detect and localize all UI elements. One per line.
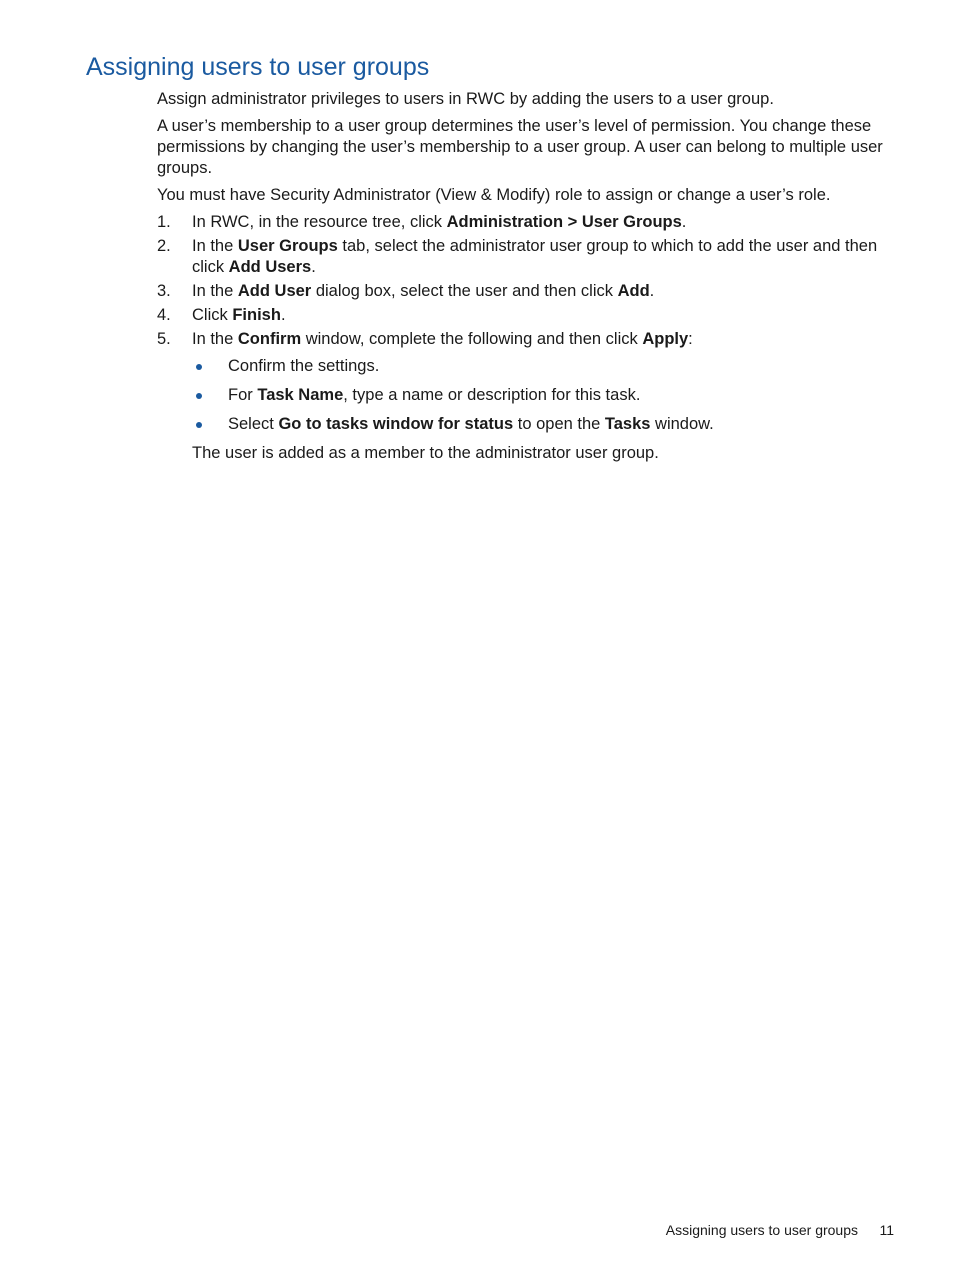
intro-paragraph: A user’s membership to a user group determines the user’s level of permission. You change these permissions by changing the user’s membership to a user group. A user can belong to multiple user groups.	[157, 117, 883, 177]
substep-item	[192, 356, 902, 377]
ui-term: Go to tasks window for status	[278, 415, 514, 433]
substep-text: Select	[228, 415, 279, 433]
step-text: tab, select the administrator user group to which to add the user and then click	[192, 237, 878, 276]
substep-text: Confirm the settings.	[228, 357, 380, 375]
step-text: .	[649, 282, 655, 300]
bullet-icon	[196, 393, 202, 399]
step-text: .	[311, 258, 316, 276]
step-result: The user is added as a member to the administrator user group.	[192, 444, 659, 462]
bullet-icon	[196, 364, 202, 370]
substep-item	[192, 385, 902, 406]
step-number: 5.	[157, 330, 171, 348]
step-number: 2.	[157, 237, 171, 255]
ui-term: Task Name	[257, 386, 344, 404]
step-5	[157, 329, 902, 464]
ui-term: Confirm	[237, 330, 302, 348]
step-number: 1.	[157, 213, 171, 231]
ui-term: Add User	[237, 282, 312, 300]
step-number: 3.	[157, 282, 171, 300]
ui-term: Tasks	[604, 415, 651, 433]
page-title: Assigning users to user groups	[86, 53, 430, 81]
step-2	[157, 236, 902, 278]
step-text: .	[681, 213, 687, 231]
section-body	[157, 89, 902, 467]
ui-term: Add Users	[228, 258, 312, 276]
intro-paragraph: Assign administrator privileges to users in RWC by adding the users to a user group.	[157, 90, 774, 108]
substep-text: window.	[650, 415, 714, 433]
page-number: 11	[879, 1222, 894, 1238]
substep-text: For	[228, 386, 258, 404]
step-text: dialog box, select the user and then click	[311, 282, 618, 300]
substep-text: , type a name or description for this task.	[343, 386, 641, 404]
step-text: Click	[192, 306, 233, 324]
step-number: 4.	[157, 306, 171, 324]
substep-text: to open the	[513, 415, 605, 433]
step-1	[157, 212, 902, 233]
substep-item	[192, 414, 902, 435]
step-text: In the	[192, 330, 238, 348]
step-4	[157, 305, 902, 326]
step-text: In the	[192, 237, 238, 255]
step-text: :	[688, 330, 693, 348]
procedure-steps	[157, 212, 902, 464]
footer-section-title: Assigning users to user groups	[665, 1222, 858, 1238]
ui-term: Administration > User Groups	[446, 213, 682, 231]
ui-term: Apply	[642, 330, 689, 348]
ui-term: User Groups	[237, 237, 338, 255]
step-text: In RWC, in the resource tree, click	[192, 213, 447, 231]
step-text: window, complete the following and then click	[301, 330, 643, 348]
substep-list	[192, 356, 902, 435]
ui-term: Finish	[232, 306, 281, 324]
ui-term: Add	[617, 282, 650, 300]
bullet-icon	[196, 422, 202, 428]
step-text: In the	[192, 282, 238, 300]
step-text: .	[280, 306, 286, 324]
step-3	[157, 281, 902, 302]
intro-paragraph: You must have Security Administrator (View & Modify) role to assign or change a user’s role.	[157, 186, 831, 204]
